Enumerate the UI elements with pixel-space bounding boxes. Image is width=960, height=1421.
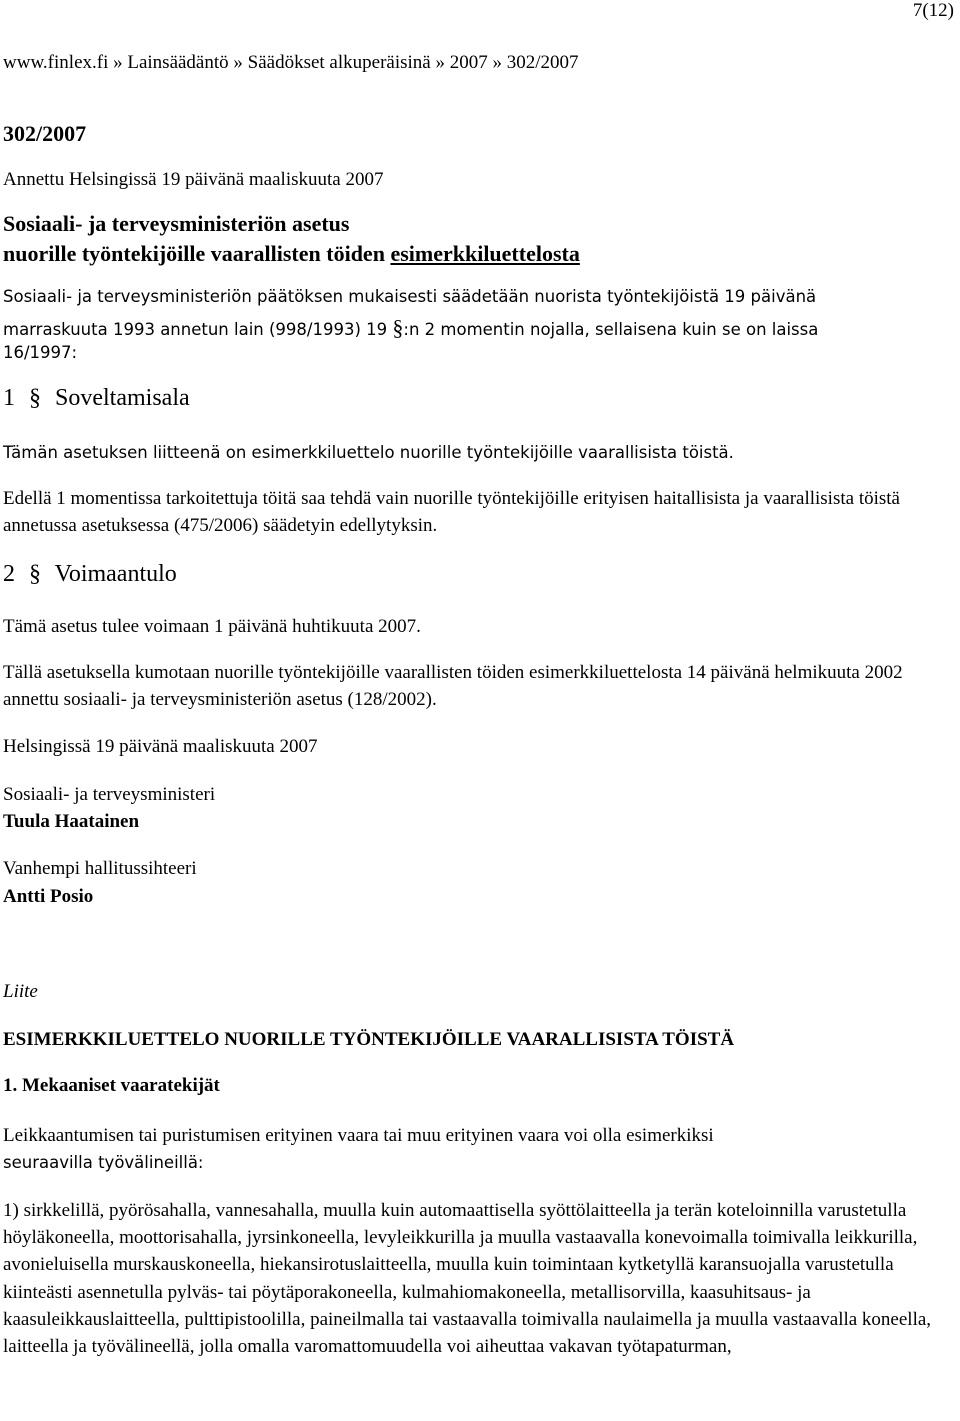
section-sign-icon: § bbox=[392, 315, 404, 340]
document-title-line-2 bbox=[3, 241, 580, 267]
preamble-line-1: Sosiaali- ja terveysministeriön päätöksen mukaisesti säädetään nuorista työntekijöistä 19 päivänä bbox=[3, 287, 817, 306]
section-2-number: 2 bbox=[3, 561, 15, 587]
signature-place-date: Helsingissä 19 päivänä maaliskuuta 2007 bbox=[3, 736, 318, 757]
title-link[interactable]: esimerkkiluettelosta bbox=[390, 241, 580, 266]
section-1-title: Soveltamisala bbox=[55, 385, 190, 411]
title-text: nuorille työntekijöille vaarallisten töiden bbox=[3, 241, 391, 266]
item-1-heading: 1. Mekaaniset vaaratekijät bbox=[3, 1075, 220, 1096]
secretary-name: Antti Posio bbox=[3, 886, 94, 907]
appendix-title: ESIMERKKILUETTELO NUORILLE TYÖNTEKIJÖILLE VAARALLISISTA TÖISTÄ bbox=[3, 1029, 735, 1050]
section-2-heading bbox=[3, 561, 177, 588]
breadcrumb: www.finlex.fi » Lainsäädäntö » Säädökset alkuperäisinä » 2007 » 302/2007 bbox=[3, 52, 579, 73]
section-2-paragraph-1: Tämä asetus tulee voimaan 1 päivänä huhtikuuta 2007. bbox=[3, 616, 421, 637]
page-number: 7(12) bbox=[912, 0, 954, 21]
secretary-title: Vanhempi hallitussihteeri bbox=[3, 858, 197, 879]
preamble-line-2 bbox=[3, 315, 818, 341]
section-1-heading bbox=[3, 385, 190, 412]
preamble-text-b: :n 2 momentin nojalla, sellaisena kuin se on laissa bbox=[403, 320, 819, 339]
issued-date: Annettu Helsingissä 19 päivänä maaliskuuta 2007 bbox=[3, 169, 384, 190]
section-sign-icon: § bbox=[29, 385, 41, 411]
section-1-number: 1 bbox=[3, 385, 15, 411]
section-1-paragraph-1: Tämän asetuksen liitteenä on esimerkkiluettelo nuorille työntekijöille vaarallisista töistä. bbox=[3, 443, 734, 462]
document-title-line-1: Sosiaali- ja terveysministeriön asetus bbox=[3, 211, 350, 236]
preamble-text-a: marraskuuta 1993 annetun lain (998/1993) 19 bbox=[3, 320, 393, 339]
section-2-title: Voimaantulo bbox=[54, 561, 177, 587]
preamble-line-3: 16/1997: bbox=[3, 343, 78, 362]
section-2-paragraph-2: Tällä asetuksella kumotaan nuorille työntekijöille vaarallisten töiden esimerkkiluettelosta 14 päivänä helmikuuta 2002 annettu sosiaali- ja terveysministeriön asetus (128/2002). bbox=[3, 662, 903, 710]
appendix-label: Liite bbox=[3, 981, 38, 1002]
item-1-intro-line-2: seuraavilla työvälineillä: bbox=[3, 1153, 204, 1172]
minister-name: Tuula Haatainen bbox=[3, 811, 140, 832]
section-1-paragraph-2: Edellä 1 momentissa tarkoitettuja töitä saa tehdä vain nuorille työntekijöille erityisen haitallisista ja vaarallisista töistä annetussa asetuksessa (475/2006) säädetyin edellytyksin. bbox=[3, 488, 900, 536]
document-number: 302/2007 bbox=[3, 121, 87, 146]
item-1-intro-line-1: Leikkaantumisen tai puristumisen erityinen vaara tai muu erityinen vaara voi olla esimerkiksi bbox=[3, 1125, 714, 1146]
section-sign-icon: § bbox=[29, 561, 41, 587]
item-1-point-1: 1) sirkkelillä, pyörösahalla, vannesahalla, muulla kuin automaattisella syöttölaitteella ja terän koteloinnilla varustetulla höyläkoneella, moottorisahalla, jyrsinkoneella, levyleikkurilla ja muulla vastaavalla konevoimalla toimivalla leikkurilla, avonieluisella murskauskoneella, hiekansirotuslaitteella, muulla kuin toimintaan kytketyllä karansuojalla varustetulla kiinteästi asennetulla pylväs- tai pöytäporakoneella, kulmahiomakoneella, metallisorvilla, kaasuhitsaus- ja kaasuleikkauslaitteella, pulttipistoolilla, paineilmalla tai vastaavalla toimivalla naulaimella ja muulla vastaavalla koneella, laitteella ja työvälineellä, jolla omalla varomattomuudella voi aiheuttaa vakavan työtapaturman, bbox=[3, 1200, 932, 1358]
minister-title: Sosiaali- ja terveysministeri bbox=[3, 784, 216, 805]
